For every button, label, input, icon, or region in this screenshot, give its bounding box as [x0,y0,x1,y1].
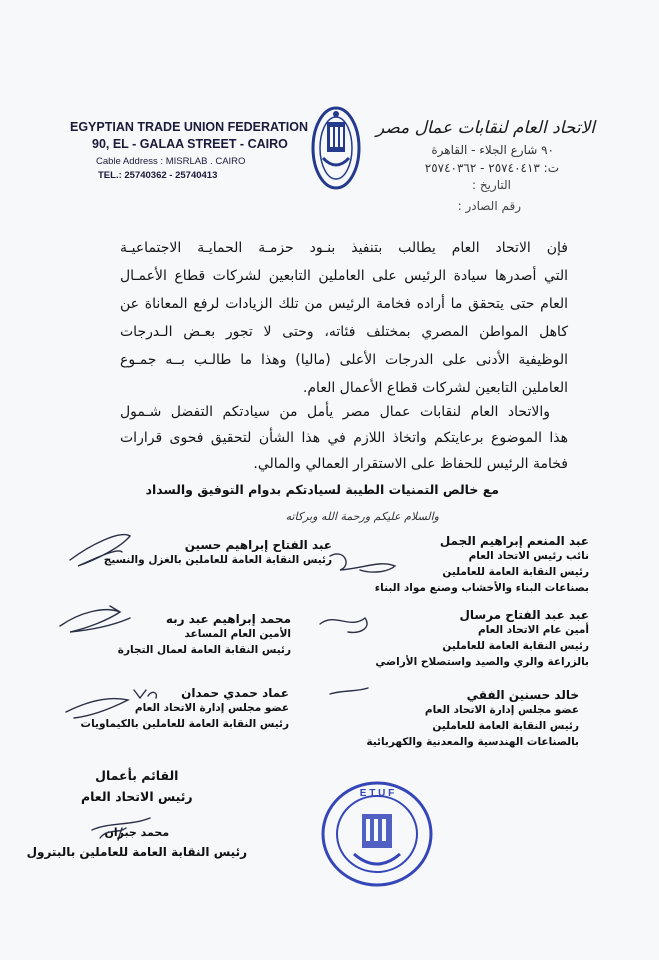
body-line: التي أصدرها سيادة الرئيس على العاملين التابعين لشركات قطاع الأعمـال [120,268,568,284]
signatory-name: محمد إبراهيم عبد ربه [165,612,291,626]
signatory-title: رئيس النقابة العامة للعاملين بالكيماويات [80,718,289,730]
signatory-title: رئيس النقابة العامة للعاملين [432,720,579,732]
letterhead-en-address: 90, EL - GALAA STREET - CAIRO [92,137,288,151]
letterhead-date-label: التاريخ : [471,178,511,192]
acting-position: رئيس النقابة العامة للعاملين بالبترول [26,845,247,859]
body-line: فإن الاتحاد العام يطالب بتنفيذ بنـود حزمـة الحمايـة الاجتماعيـة [120,240,568,256]
letterhead-en-tel: TEL.: 25740362 - 25740413 [98,170,218,181]
signature-scribble [320,618,367,632]
signatory-title: رئيس النقابة العامة للعاملين بالغزل والنسيج [103,554,332,566]
signatory-title: عضو مجلس إدارة الاتحاد العام [424,704,579,716]
signature-scribble [70,535,130,566]
signatory-title: بالصناعات الهندسية والمعدنية والكهربائية [366,736,579,748]
signatory-name: عماد حمدي حمدان [181,686,289,700]
acting-president-block [27,768,247,859]
body-line: الوظيفية الأدنى على الدرجات الأعلى (ماليا) وهذا ما طالـب بــه جمـوع [120,352,568,368]
signatory-title: بصناعات البناء والأخشاب وصنع مواد البناء [374,582,589,594]
letterhead-en-cable: Cable Address : MISRLAB . CAIRO [96,156,246,167]
seal-text: E T U F [359,788,395,799]
letterhead-ref-label: رقم الصادر : [457,199,521,213]
signature-scribble [330,554,395,572]
letterhead-en-name: EGYPTIAN TRADE UNION FEDERATION [70,120,308,134]
signatory-title: الأمين العام المساعد [184,628,291,640]
closing-line: مع خالص التمنيات الطيبة لسيادتكم بدوام التوفيق والسداد [145,482,499,497]
signatory-title: نائب رئيس الاتحاد العام [468,550,589,562]
salutation-line: والسلام عليكم ورحمة الله وبركاته [285,510,439,523]
signatory-name: عبد الفتاح إبراهيم حسين [184,538,332,552]
signatory-title: رئيس النقابة العامة للعاملين [442,640,589,652]
signatory-name: عبد المنعم إبراهيم الجمل [439,534,589,548]
letterhead-ar-name: الاتحاد العام لنقابات عمال مصر [375,118,595,138]
signatory-title: بالزراعة والري والصيد واستصلاح الأراضي [375,656,589,668]
signatory-title: أمين عام الاتحاد العام [478,624,589,636]
body-line: فخامة الرئيس للحفاظ على الاستقرار العمالي والمالي. [253,456,568,472]
body-line: والاتحاد العام لنقابات عمال مصر يأمل من سيادتكم التفضل شـمول [120,404,550,420]
signatory-name: خالد حسنين الفقي [466,688,579,702]
letterhead-ar-address: ٩٠ شارع الجلاء - القاهرة [431,143,554,157]
signatory-title: عضو مجلس إدارة الاتحاد العام [134,702,289,714]
signature-scribble [60,606,130,632]
body-line: العام حتى يتحقق ما أراده فخامة الرئيس من تلك الزيادات لرفع المعاناة عن [120,296,568,312]
letterhead-ar-tel: ت: ٢٥٧٤٠٤١٣ - ٢٥٧٤٠٣٦٢ [424,161,559,175]
body-line: العاملين التابعين لشركات قطاع الأعمال العام. [302,380,568,396]
body-line: هذا الموضوع برعايتكم واتخاذ اللازم في هذا الشأن لتحقيق فحوى قرارات [120,430,568,446]
signatory-title: رئيس النقابة العامة لعمال التجارة [117,644,291,656]
signatory-name: عبد عبد الفتاح مرسال [459,608,589,622]
acting-role: رئيس الاتحاد العام [80,789,193,804]
federation-seal [318,778,436,890]
signature-scribble [66,690,156,718]
body-line: كاهل المواطن المصري بمختلف فئاته، وحتى لا تجور بعـض الـدرجات [120,324,568,340]
signature-scribble [330,688,368,694]
acting-title: القائم بأعمال [95,768,179,783]
signatory-title: رئيس النقابة العامة للعاملين [442,566,589,578]
acting-name: محمد جبران [104,826,170,839]
